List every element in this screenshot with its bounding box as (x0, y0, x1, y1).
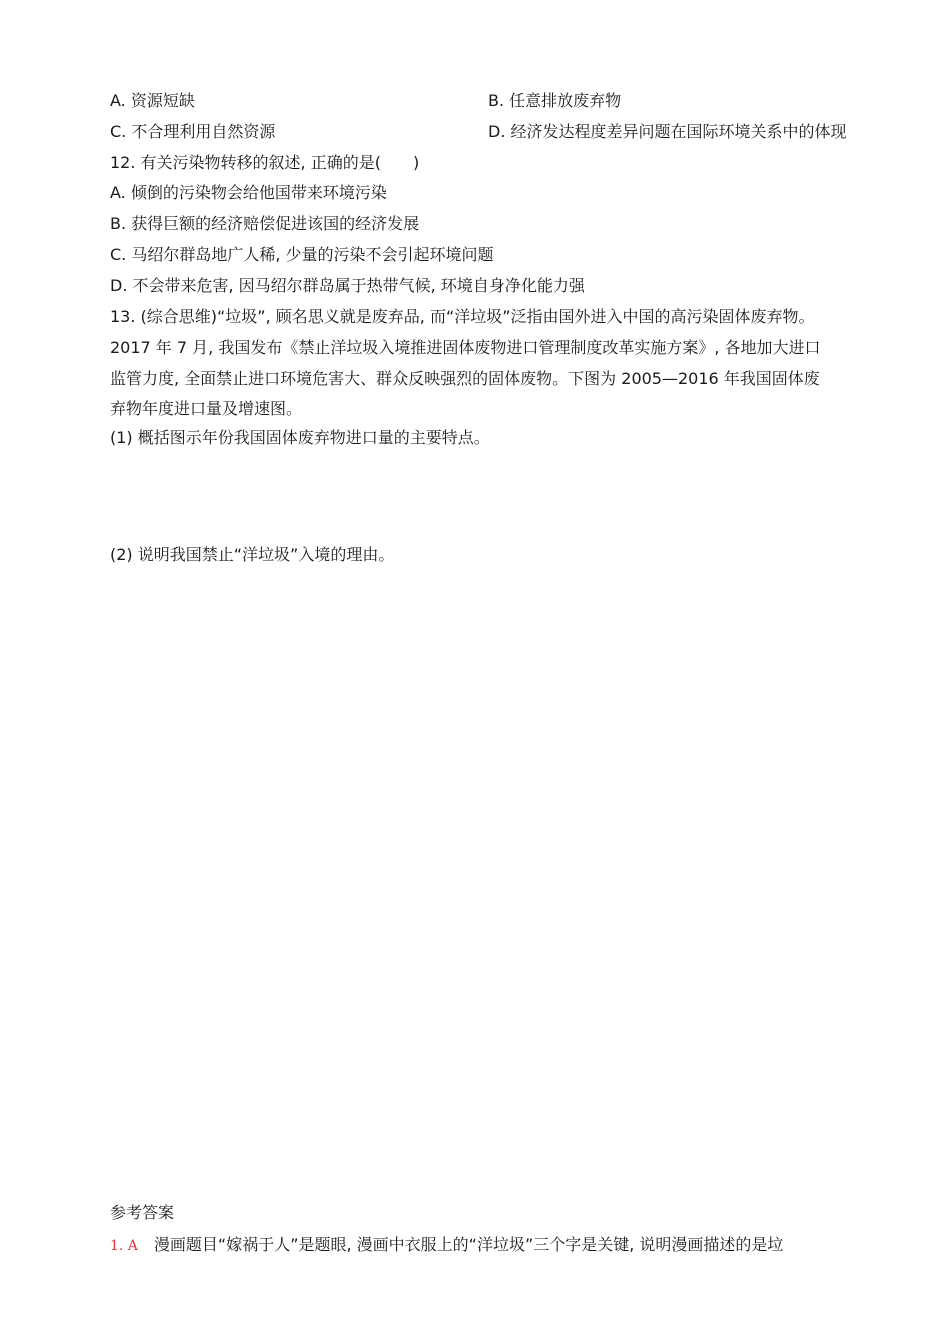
q12-stem: 12. 有关污染物转移的叙述, 正确的是( ) (110, 153, 420, 172)
q11-options-row-2 (110, 122, 847, 142)
q12-option-b: B. 获得巨额的经济赔偿促进该国的经济发展 (110, 214, 420, 233)
answer-1-explanation: 漫画题目“嫁祸于人”是题眼, 漫画中衣服上的“洋垃圾”三个字是关键, 说明漫画描述的是垃 (153, 1235, 784, 1254)
q13-stem-line-4: 弃物年度进口量及增速图。 (110, 399, 303, 418)
q13-stem-line-2: 2017 年 7 月, 我国发布《禁止洋垃圾入境推进固体废物进口管理制度改革实施方案》, 各地加大进口 (110, 338, 821, 357)
answer-1 (110, 1235, 783, 1256)
q13-stem-line-3: 监管力度, 全面禁止进口环境危害大、群众反映强烈的固体废物。下图为 2005—2016 年我国固体废 (110, 369, 820, 388)
q13-subquestion-2: (2) 说明我国禁止“洋垃圾”入境的理由。 (110, 545, 395, 564)
q12-option-a: A. 倾倒的污染物会给他国带来环境污染 (110, 183, 387, 202)
q13-subquestion-1: (1) 概括图示年份我国固体废弃物进口量的主要特点。 (110, 428, 490, 447)
q11-option-d: D. 经济发达程度差异问题在国际环境关系中的体现 (488, 122, 847, 141)
q11-option-b: B. 任意排放废弃物 (488, 91, 622, 110)
q11-options-row-1 (110, 91, 622, 111)
q12-option-d: D. 不会带来危害, 因马绍尔群岛属于热带气候, 环境自身净化能力强 (110, 276, 585, 295)
q11-option-a: A. 资源短缺 (110, 91, 195, 110)
q12-option-c: C. 马绍尔群岛地广人稀, 少量的污染不会引起环境问题 (110, 245, 494, 264)
q13-stem-line-1: 13. (综合思维)“垃圾”, 顾名思义就是废弃品, 而“洋垃圾”泛指由国外进入中国的高污染固体废弃物。 (110, 307, 815, 326)
answers-heading: 参考答案 (110, 1203, 175, 1222)
q11-option-c: C. 不合理利用自然资源 (110, 122, 276, 141)
answer-1-key: 1. A (110, 1238, 138, 1254)
